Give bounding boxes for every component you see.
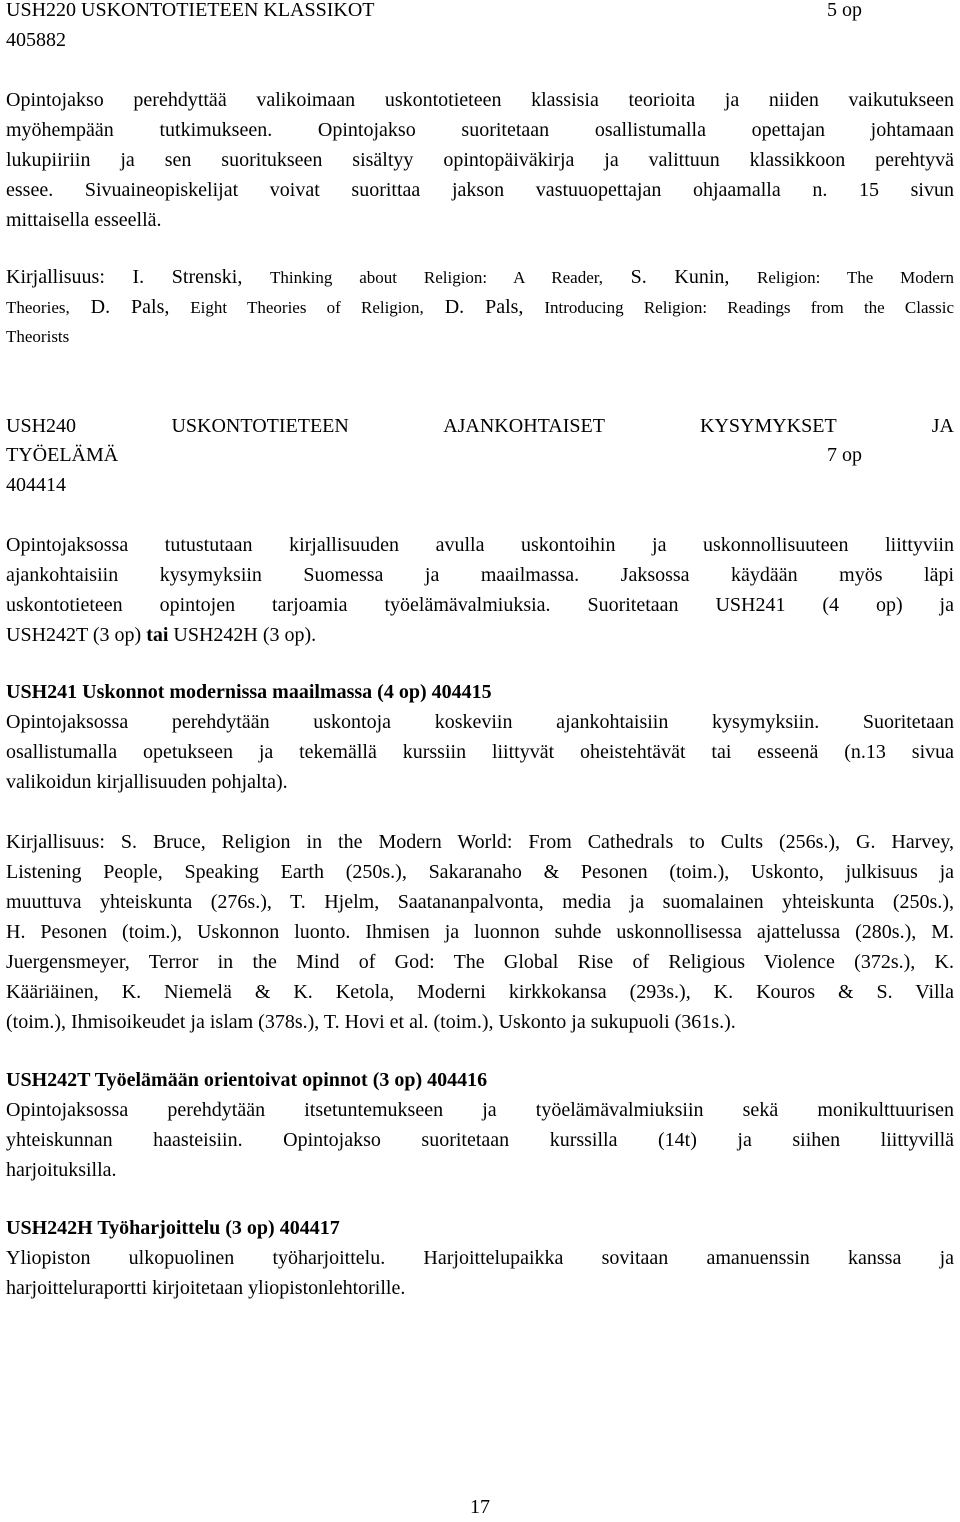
paragraph-line: Opintojaksossa tutustutaan kirjallisuuden avulla uskontoihin ja uskonnollisuuteen liittyviin xyxy=(6,534,954,556)
paragraph-line xyxy=(6,620,954,650)
paragraph-line: essee. Sivuaineopiskelijat voivat suorittaa jakson vastuuopettajan ohjaamalla n. 15 sivun xyxy=(6,179,954,201)
literature-line: Theorists xyxy=(6,327,70,346)
course-code-title: USH220 USKONTOTIETEEN KLASSIKOT xyxy=(6,0,375,21)
course-heading-text: TYÖELÄMÄ xyxy=(6,444,119,466)
literature-line: Kirjallisuus: S. Bruce, Religion in the Modern World: From Cathedrals to Cults (256s.), G. Harvey, xyxy=(6,831,954,853)
literature-title: Theories, xyxy=(6,298,70,317)
course-id: 405882 xyxy=(6,29,66,51)
literature-line xyxy=(6,292,954,323)
literature-text: Kirjallisuus: I. Strenski, xyxy=(6,266,270,288)
literature-line: Juergensmeyer, Terror in the Mind of God: The Global Rise of Religious Violence (372s.), K. xyxy=(6,951,954,973)
paragraph-line: harjoitteluraportti kirjoitetaan yliopistonlehtorille. xyxy=(6,1277,406,1299)
paragraph-line: mittaisella esseellä. xyxy=(6,209,162,231)
paragraph-line: myöhempään tutkimukseen. Opintojakso suoritetaan osallistumalla opettajan johtamaan xyxy=(6,119,954,141)
paragraph-line: lukupiiriin ja sen suoritukseen sisältyy opintopäiväkirja ja valittuun klassikkoon perehtyvä xyxy=(6,149,954,171)
literature-line: muuttuva yhteiskunta (276s.), T. Hjelm, Saatananpalvonta, media ja suomalainen yhteiskunta (250s.), xyxy=(6,891,954,913)
paragraph-line: yhteiskunnan haasteisiin. Opintojakso suoritetaan kurssilla (14t) ja siihen liittyvillä xyxy=(6,1129,954,1151)
literature-title: Religion: The Modern xyxy=(757,268,954,287)
paragraph-line: Opintojakso perehdyttää valikoimaan uskontotieteen klassisia teorioita ja niiden vaikutukseen xyxy=(6,89,954,111)
literature-line: (toim.), Ihmisoikeudet ja islam (378s.), T. Hovi et al. (toim.), Uskonto ja sukupuoli (361s.). xyxy=(6,1011,736,1033)
paragraph-line: ajankohtaisiin kysymyksiin Suomessa ja maailmassa. Jaksossa käydään myös läpi xyxy=(6,564,954,586)
course-credits: 5 op xyxy=(827,0,862,21)
paragraph-line: uskontotieteen opintojen tarjoamia työelämävalmiuksia. Suoritetaan USH241 (4 op) ja xyxy=(6,594,954,616)
emphasis-text: tai xyxy=(146,624,169,646)
literature-line: H. Pesonen (toim.), Uskonnon luonto. Ihmisen ja luonnon suhde uskonnollisessa ajattelussa (280s.), M. xyxy=(6,921,954,943)
paragraph-line: Opintojaksossa perehdytään itsetuntemukseen ja työelämävalmiuksiin sekä monikulttuurisen xyxy=(6,1099,954,1121)
paragraph-line: osallistumalla opetukseen ja tekemällä kurssiin liittyvät oheistehtävät tai esseenä (n.13 sivua xyxy=(6,741,954,763)
literature-title: Eight Theories of Religion, xyxy=(190,298,424,317)
literature-title: Thinking about Religion: A Reader, xyxy=(270,268,603,287)
literature-line: Kääriäinen, K. Niemelä & K. Ketola, Moderni kirkkokansa (293s.), K. Kouros & S. Villa xyxy=(6,981,954,1003)
paragraph-text: USH242H (3 op). xyxy=(168,624,317,646)
literature-title: Introducing Religion: Readings from the Classic xyxy=(544,298,954,317)
course-id: 404414 xyxy=(6,474,66,496)
literature-line xyxy=(6,262,954,293)
literature-text: D. Pals, xyxy=(69,296,191,318)
paragraph-line: Yliopiston ulkopuolinen työharjoittelu. Harjoittelupaikka sovitaan amanuenssin kanssa ja xyxy=(6,1247,954,1269)
literature-line: Listening People, Speaking Earth (250s.), Sakaranaho & Pesonen (toim.), Uskonto, julkisuus ja xyxy=(6,861,954,883)
course-title-ush242h: USH242H Työharjoittelu (3 op) 404417 xyxy=(6,1217,340,1239)
paragraph-line: Opintojaksossa perehdytään uskontoja koskeviin ajankohtaisiin kysymyksiin. Suoritetaan xyxy=(6,711,954,733)
course-title-ush220 xyxy=(6,0,954,25)
paragraph-line: valikoidun kirjallisuuden pohjalta). xyxy=(6,771,288,793)
course-heading-line2 xyxy=(6,440,954,470)
course-credits: 7 op xyxy=(827,444,862,466)
course-heading-ush240: USH240 USKONTOTIETEEN AJANKOHTAISET KYSYMYKSET JA xyxy=(6,415,954,437)
course-title-ush241: USH241 Uskonnot modernissa maailmassa (4 op) 404415 xyxy=(6,681,492,703)
paragraph-text: USH242T (3 op) xyxy=(6,624,147,646)
literature-text: D. Pals, xyxy=(423,296,545,318)
page-number: 17 xyxy=(470,1496,490,1518)
paragraph-line: harjoituksilla. xyxy=(6,1159,117,1181)
course-title-ush242t: USH242T Työelämään orientoivat opinnot (3 op) 404416 xyxy=(6,1069,488,1091)
literature-text: S. Kunin, xyxy=(603,266,758,288)
